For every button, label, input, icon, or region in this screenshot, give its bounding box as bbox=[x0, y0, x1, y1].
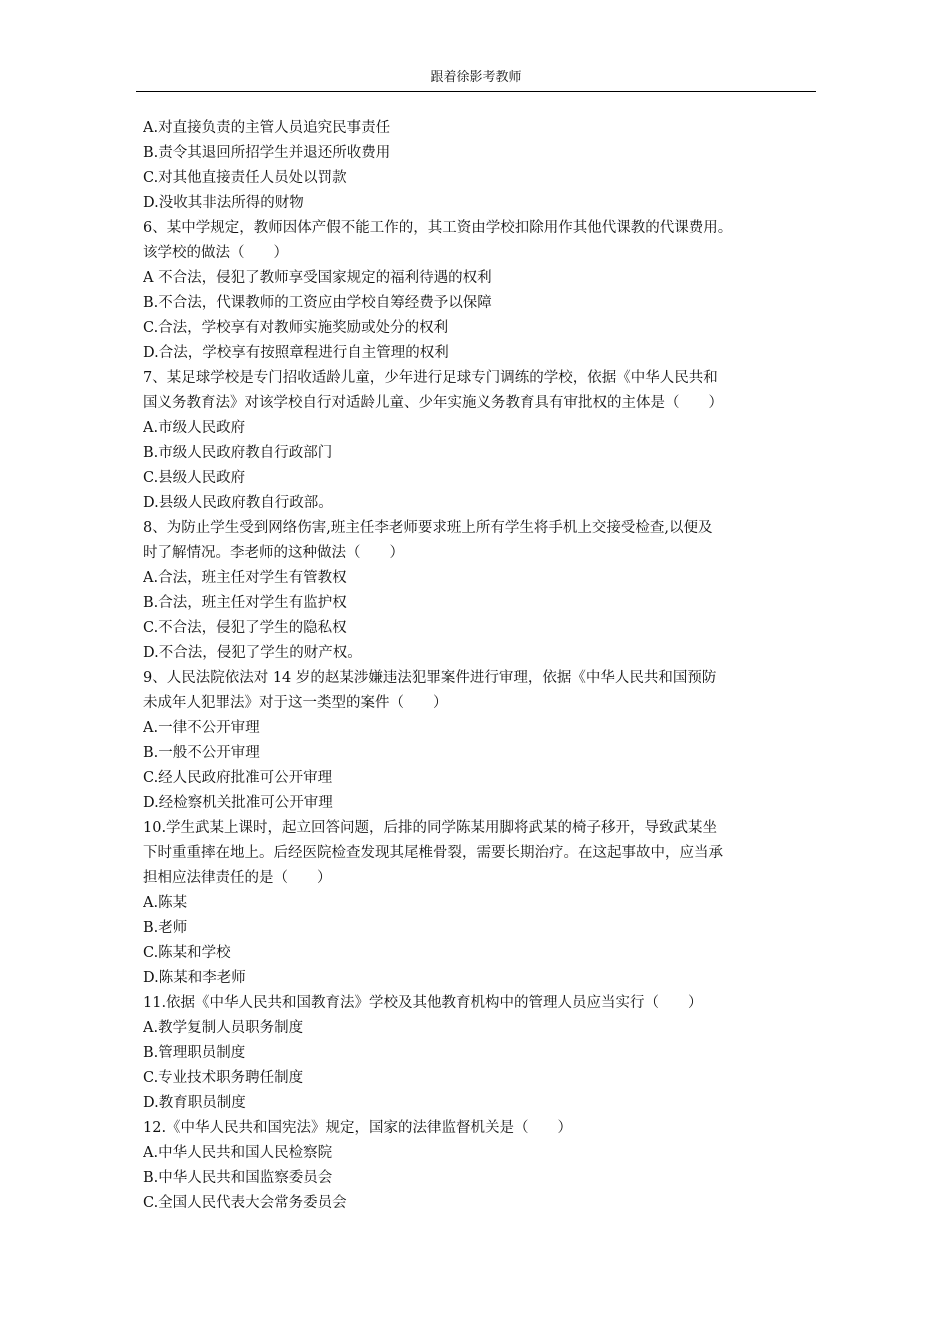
text-line: B.市级人民政府教自行政部门 bbox=[143, 445, 333, 461]
text-line: 11.依据《中华人民共和国教育法》学校及其他教育机构中的管理人员应当实行（ ） bbox=[143, 995, 703, 1011]
text-line: A.教学复制人员职务制度 bbox=[143, 1020, 304, 1036]
text-line: C.全国人民代表大会常务委员会 bbox=[143, 1195, 347, 1211]
text-line: D.经检察机关批准可公开审理 bbox=[143, 795, 333, 811]
text-line: 时了解情况。李老师的这种做法（ ） bbox=[143, 545, 404, 561]
text-line: 9、人民法院依法对 14 岁的赵某涉嫌违法犯罪案件进行审理，依据《中华人民共和国预防 bbox=[143, 670, 717, 686]
text-line: A.市级人民政府 bbox=[143, 420, 246, 436]
text-line: 8、为防止学生受到网络伤害,班主任李老师要求班上所有学生将手机上交接受检查,以便及 bbox=[143, 520, 713, 536]
text-line: A.中华人民共和国人民检察院 bbox=[143, 1145, 333, 1161]
text-line: C.合法，学校享有对教师实施奖励或处分的权利 bbox=[143, 320, 449, 336]
text-line: 国义务教育法》对该学校自行对适龄儿童、少年实施义务教育具有审批权的主体是（ ） bbox=[143, 395, 723, 411]
text-line: D.合法，学校享有按照章程进行自主管理的权利 bbox=[143, 345, 449, 361]
text-line: 该学校的做法（ ） bbox=[143, 245, 288, 261]
text-line: 6、某中学规定，教师因体产假不能工作的，其工资由学校扣除用作其他代课教的代课费用。 bbox=[143, 220, 733, 236]
text-line: B.合法，班主任对学生有监护权 bbox=[143, 595, 347, 611]
text-line: C.陈某和学校 bbox=[143, 945, 231, 961]
text-line: B.一般不公开审理 bbox=[143, 745, 260, 761]
text-line: A.对直接负责的主管人员追究民事责任 bbox=[143, 120, 391, 136]
text-line: 未成年人犯罪法》对于这一类型的案件（ ） bbox=[143, 695, 448, 711]
text-line: C.对其他直接责任人员处以罚款 bbox=[143, 170, 347, 186]
text-line: C.不合法，侵犯了学生的隐私权 bbox=[143, 620, 347, 636]
text-line: B.中华人民共和国监察委员会 bbox=[143, 1170, 333, 1186]
text-line: D.县级人民政府教自行政部。 bbox=[143, 495, 333, 511]
text-line: D.陈某和李老师 bbox=[143, 970, 246, 986]
document-body bbox=[143, 116, 815, 1216]
page-header: 跟着徐影考教师 bbox=[136, 70, 816, 92]
text-line: C.县级人民政府 bbox=[143, 470, 246, 486]
text-line: B.管理职员制度 bbox=[143, 1045, 246, 1061]
text-line: D.教育职员制度 bbox=[143, 1095, 246, 1111]
text-line: A.合法，班主任对学生有管教权 bbox=[143, 570, 347, 586]
text-line: B.不合法，代课教师的工资应由学校自筹经费予以保障 bbox=[143, 295, 492, 311]
text-line: A.陈某 bbox=[143, 895, 188, 911]
text-line: 下时重重摔在地上。后经医院检查发现其尾椎骨裂，需要长期治疗。在这起事故中，应当承 bbox=[143, 845, 723, 861]
text-line: 担相应法律责任的是（ ） bbox=[143, 870, 332, 886]
text-line: 10.学生武某上课时，起立回答问题，后排的同学陈某用脚将武某的椅子移开，导致武某坐 bbox=[143, 820, 718, 836]
text-line: A.一律不公开审理 bbox=[143, 720, 260, 736]
text-line: 12.《中华人民共和国宪法》规定，国家的法律监督机关是（ ） bbox=[143, 1120, 573, 1136]
text-line: C.经人民政府批准可公开审理 bbox=[143, 770, 333, 786]
text-line: D.没收其非法所得的财物 bbox=[143, 195, 304, 211]
text-line: B.老师 bbox=[143, 920, 188, 936]
text-line: C.专业技术职务聘任制度 bbox=[143, 1070, 304, 1086]
text-line: D.不合法，侵犯了学生的财产权。 bbox=[143, 645, 362, 661]
text-line: 7、某足球学校是专门招收适龄儿童，少年进行足球专门调练的学校，依据《中华人民共和 bbox=[143, 370, 718, 386]
text-line: A 不合法，侵犯了教师享受国家规定的福利待遇的权利 bbox=[143, 270, 492, 286]
text-line: B.责令其退回所招学生并退还所收费用 bbox=[143, 145, 391, 161]
